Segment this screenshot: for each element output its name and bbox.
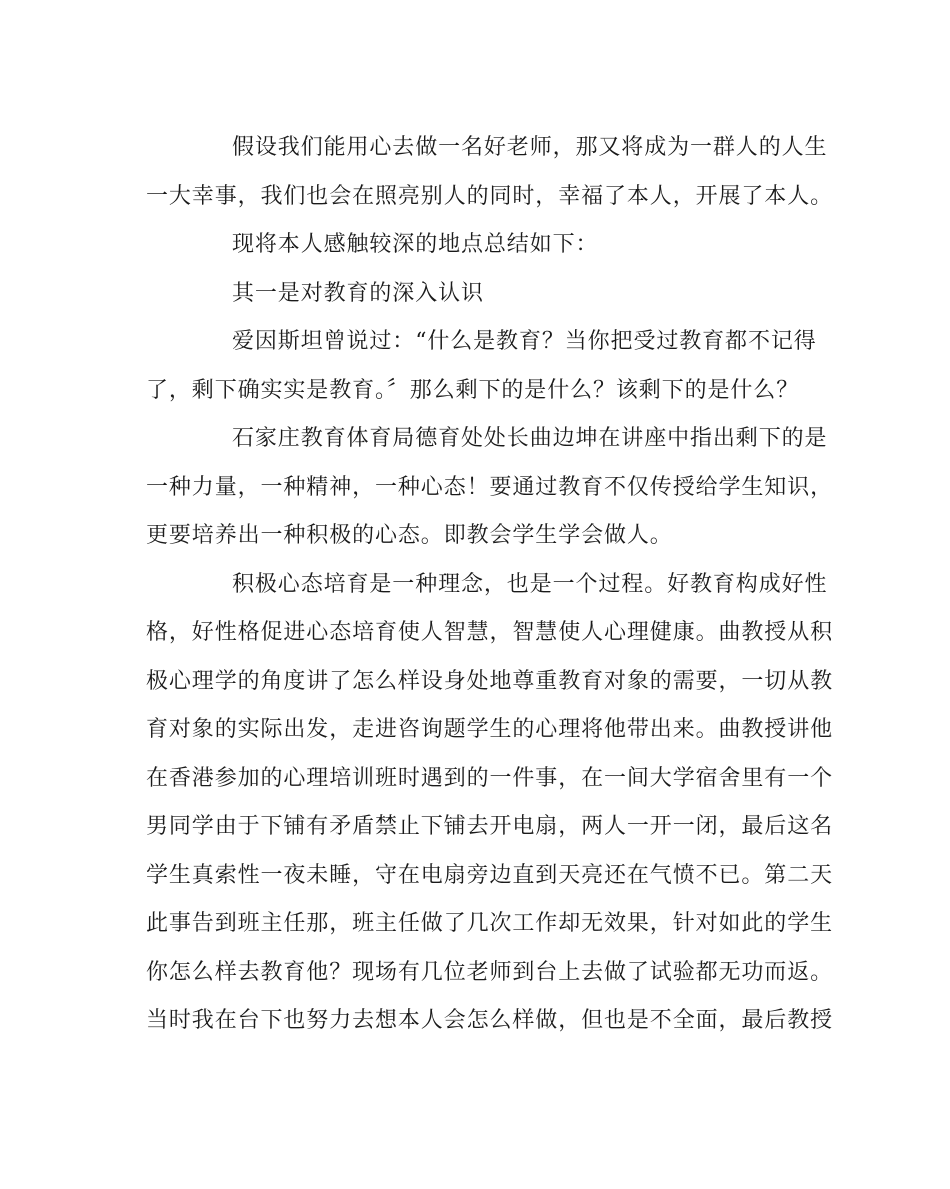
section-heading: 其一是对教育的深入认识 (232, 280, 484, 306)
paragraph-line: 了，剩下确实实是教育。〞那么剩下的是什么？该剩下的是什么？ (146, 377, 800, 403)
paragraph-line: 积极心态培育是一种理念，也是一个过程。好教育构成好性 (232, 571, 828, 597)
paragraph-line: 一种力量，一种精神，一种心态！要通过教育不仅传授给学生知识， (146, 474, 834, 500)
paragraph-line: 男同学由于下铺有矛盾禁止下铺去开电扇，两人一开一闭，最后这名 (146, 814, 834, 839)
paragraph-line: 极心理学的角度讲了怎么样设身处地尊重教育对象的需要，一切从教 (146, 668, 834, 694)
paragraph-line: 在香港参加的心理培训班时遇到的一件事，在一间大学宿舍里有一个 (146, 765, 834, 791)
paragraph-line: 一大幸事，我们也会在照亮别人的同时，幸福了本人，开展了本人。 (146, 183, 834, 209)
paragraph-line: 更要培养出一种积极的心态。即教会学生学会做人。 (146, 523, 673, 548)
paragraph-line: 当时我在台下也努力去想本人会怎么样做，但也是不全面，最后教授 (146, 1008, 834, 1033)
paragraph-line: 格，好性格促进心态培育使人智慧，智慧使人心理健康。曲教授从积 (146, 620, 834, 645)
paragraph-line: 育对象的实际出发，走进咨询题学生的心理将他带出来。曲教授讲他 (146, 717, 834, 742)
paragraph-line: 此事告到班主任那，班主任做了几次工作却无效果，针对如此的学生 (146, 911, 834, 936)
paragraph-line: 现将本人感触较深的地点总结如下： (232, 232, 599, 257)
paragraph-line: 爱因斯坦曾说过：“什么是教育？当你把受过教育都不记得 (232, 329, 817, 354)
paragraph-line: 你怎么样去教育他？现场有几位老师到台上去做了试验都无功而返。 (146, 959, 834, 985)
paragraph-line: 假设我们能用心去做一名好老师，那又将成为一群人的人生 (232, 135, 828, 160)
document-body (146, 124, 834, 1046)
paragraph-line: 学生真索性一夜未睡，守在电扇旁边直到天亮还在气愤不已。第二天 (146, 862, 834, 888)
paragraph-line: 石家庄教育体育局德育处处长曲边坤在讲座中指出剩下的是 (232, 426, 828, 451)
